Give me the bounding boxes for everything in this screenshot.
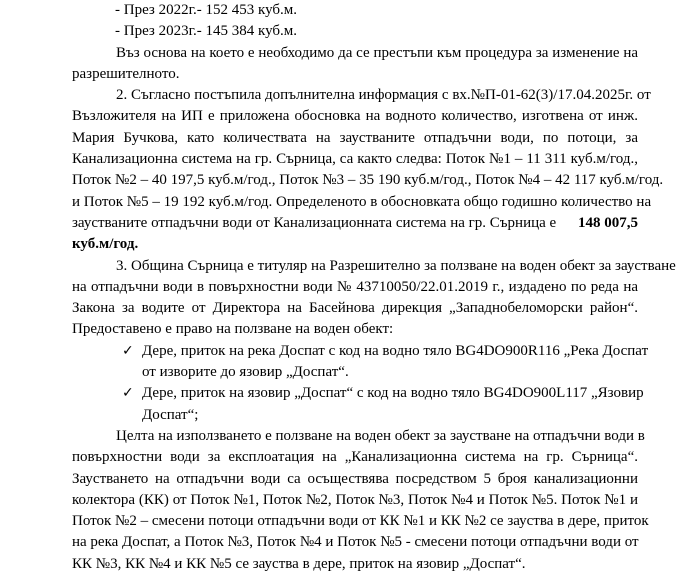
text-line: 3. Община Сърница е титуляр на Разрешително за ползване на воден обект за заустване (116, 257, 676, 274)
text-line: Възложителя на ИП е приложена обосновка на водното количество, изготвена от инж. (72, 108, 638, 125)
text-line: - През 2022г.- 152 453 куб.м. (115, 2, 298, 18)
list-item (72, 383, 644, 404)
list-item-continuation: Доспат“; (142, 406, 199, 423)
text-line: колектора (КК) от Поток №1, Поток №2, Поток №3, Поток №4 и Поток №5. Поток №1 и (72, 491, 638, 508)
text-line: Канализационна система на гр. Сърница, са както следва: Поток №1 – 11 311 куб.м/год., (72, 151, 638, 168)
text-line: - През 2023г.- 145 384 куб.м. (115, 23, 298, 40)
text-line: Поток №2 – смесени потоци отпадъчни води от КК №1 и КК №2 се зауства в дере, приток (72, 513, 649, 530)
checkmark-icon: ✓ (122, 385, 134, 402)
text-line: КК №3, КК №4 и КК №5 се зауства в дере, приток на язовир „Доспат“. (72, 555, 526, 572)
document-page (72, 0, 676, 575)
list-item (72, 341, 649, 362)
text-line: разрешителното. (72, 65, 180, 82)
text-line: Предоставено е право на ползване на воден обект: (72, 321, 394, 338)
text-line: Целта на използването е ползване на воден обект за заустване на отпадъчни води в (116, 427, 645, 444)
text-line: Закона за водите от Директора на Басейнова дирекция „Западнобеломорски район“. (72, 300, 638, 317)
text-line: 2. Съгласно постъпила допълнителна информация с вх.№П-01-62(3)/17.04.2025г. от (116, 87, 651, 104)
text-line: Въз основа на което е необходимо да се престъпи към процедура за изменение на (116, 44, 638, 61)
total-volume-unit: куб.м/год. (72, 236, 139, 253)
text-line: Поток №2 – 40 197,5 куб.м/год., Поток №3 – 35 190 куб.м/год., Поток №4 – 42 117 куб.м/год. (72, 172, 664, 189)
text-line (72, 213, 638, 234)
text-line: на отпадъчни води в повърхностни води № 43710050/22.01.2019 г., издадено по реда на (72, 278, 638, 295)
list-item-continuation: от изворите до язовир „Доспат“. (142, 364, 349, 381)
list-item-text: Дере, приток на язовир „Доспат“ с код на водно тяло BG4DO900L117 „Язовир (142, 385, 644, 402)
checkmark-icon: ✓ (122, 342, 134, 359)
text-line: Заустването на отпадъчни води са осъществява посредством 5 броя канализационни (72, 470, 638, 487)
text-line: на река Доспат, а Поток №3, Поток №4 и Поток №5 - смесени потоци отпадъчни води от (72, 534, 639, 551)
text-line: Мария Бучкова, като количествата на заустваните отпадъчни води, по потоци, за (72, 129, 638, 146)
text-line: и Поток №5 – 19 192 куб.м/год. Определеното в обосновката общо годишно количество на (72, 193, 652, 210)
total-volume-value: 148 007,5 (578, 214, 638, 231)
text-line: повърхностни води за експлоатация на „Канализационна система на гр. Сърница“. (72, 449, 638, 466)
list-item-text: Дере, приток на река Доспат с код на водно тяло BG4DO900R116 „Река Доспат (142, 342, 649, 359)
text-fragment: заустваните отпадъчни води от Канализационната система на гр. Сърница е (72, 214, 557, 231)
